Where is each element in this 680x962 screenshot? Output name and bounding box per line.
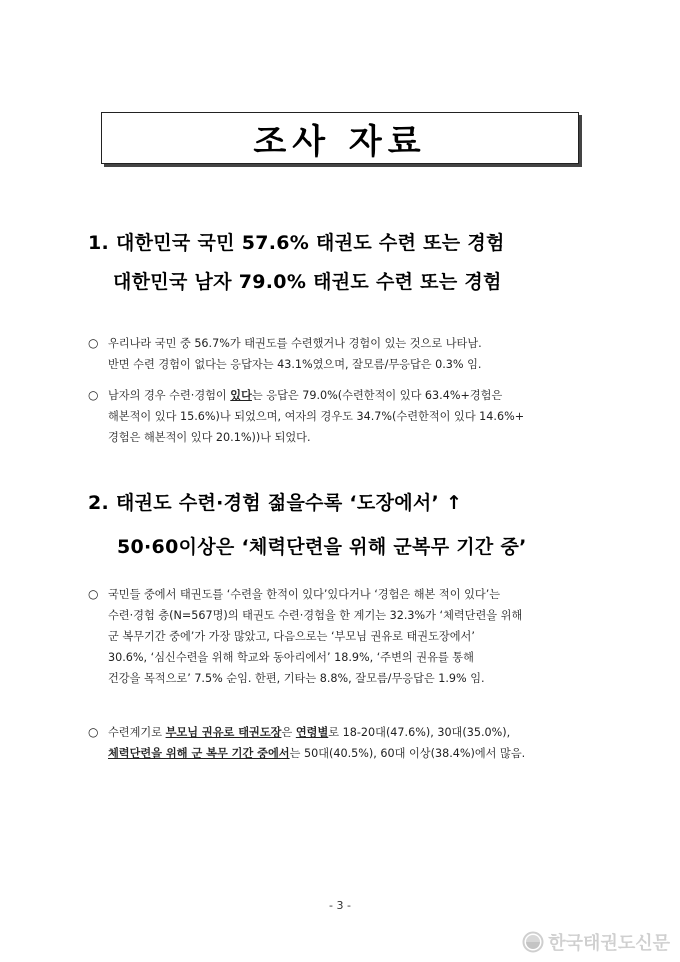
section1-bullet-1: [90, 333, 600, 375]
bullet-line: 국민들 중에서 태권도를 ‘수련을 한적이 있다’있다거나 ‘경험은 해본 적이 있다’는: [108, 588, 501, 601]
bullet-line: 수련계기로 부모님 권유로 태권도장은 연령별로 18-20대(47.6%), 30대(35.0%),: [108, 726, 511, 739]
watermark-text: 한국태권도신문: [548, 933, 670, 954]
bullet-line: 건강을 목적으로’ 7.5% 순임. 한편, 기타는 8.8%, 잘모름/무응답은 1.9% 임.: [108, 672, 485, 685]
bullet-circle: ○: [88, 388, 99, 402]
bullet-line: 경험은 해본적이 있다 20.1%))나 되었다.: [108, 431, 311, 444]
bullet-circle: ○: [88, 336, 99, 350]
bullet-line: 우리나라 국민 중 56.7%가 태권도를 수련했거나 경험이 있는 것으로 나타남.: [108, 337, 482, 350]
section1-bullet-2: [90, 385, 600, 448]
bullet-line: 30.6%, ‘심신수련을 위해 학교와 동아리에서’ 18.9%, ‘주변의 권유를 통해: [108, 651, 474, 664]
underlined-text: 부모님 권유로 태권도장: [165, 726, 282, 739]
section1-heading-line1: 1. 대한민국 국민 57.6% 태권도 수련 또는 경험: [88, 232, 505, 254]
section2-heading-line1: 2. 태권도 수련·경험 젊을수록 ‘도장에서’ ↑: [88, 492, 463, 514]
underlined-text: 체력단련을 위해 군 복무 기간 중에서: [108, 747, 290, 760]
underlined-text: 연령별: [295, 726, 329, 739]
newspaper-logo-icon: [522, 931, 544, 953]
section1-heading-line2: 대한민국 남자 79.0% 태권도 수련 또는 경험: [113, 271, 502, 293]
bullet-line: 반면 수련 경험이 없다는 응답자는 43.1%였으며, 잘모름/무응답은 0.3% 임.: [108, 358, 482, 371]
section2-bullet-2: [90, 722, 600, 764]
document-title: 조사 자료: [253, 121, 427, 162]
watermark: [522, 929, 670, 955]
title-box: [101, 112, 579, 164]
bullet-line: 남자의 경우 수련·경험이 있다는 응답은 79.0%(수련한적이 있다 63.4%+경험은: [108, 389, 503, 402]
bullet-circle: ○: [88, 725, 99, 739]
bullet-line: 해본적이 있다 15.6%)나 되었으며, 여자의 경우도 34.7%(수련한적이 있다 14.6%+: [108, 410, 525, 423]
bullet-line: 군 복무기간 중에’가 가장 많았고, 다음으로는 ‘부모님 권유로 태권도장에서’: [108, 630, 475, 643]
bullet-line: 체력단련을 위해 군 복무 기간 중에서는 50대(40.5%), 60대 이상(38.4%)에서 많음.: [108, 747, 526, 760]
underlined-text: 있다: [230, 389, 252, 402]
bullet-circle: ○: [88, 587, 99, 601]
section2-bullet-1: [90, 584, 600, 689]
bullet-line: 수련·경험 층(N=567명)의 태권도 수련·경험을 한 계기는 32.3%가 ‘체력단련을 위해: [108, 609, 523, 622]
section2-heading-line2: 50·60이상은 ‘체력단련을 위해 군복무 기간 중’: [117, 536, 527, 558]
page-number: - 3 -: [329, 899, 351, 912]
